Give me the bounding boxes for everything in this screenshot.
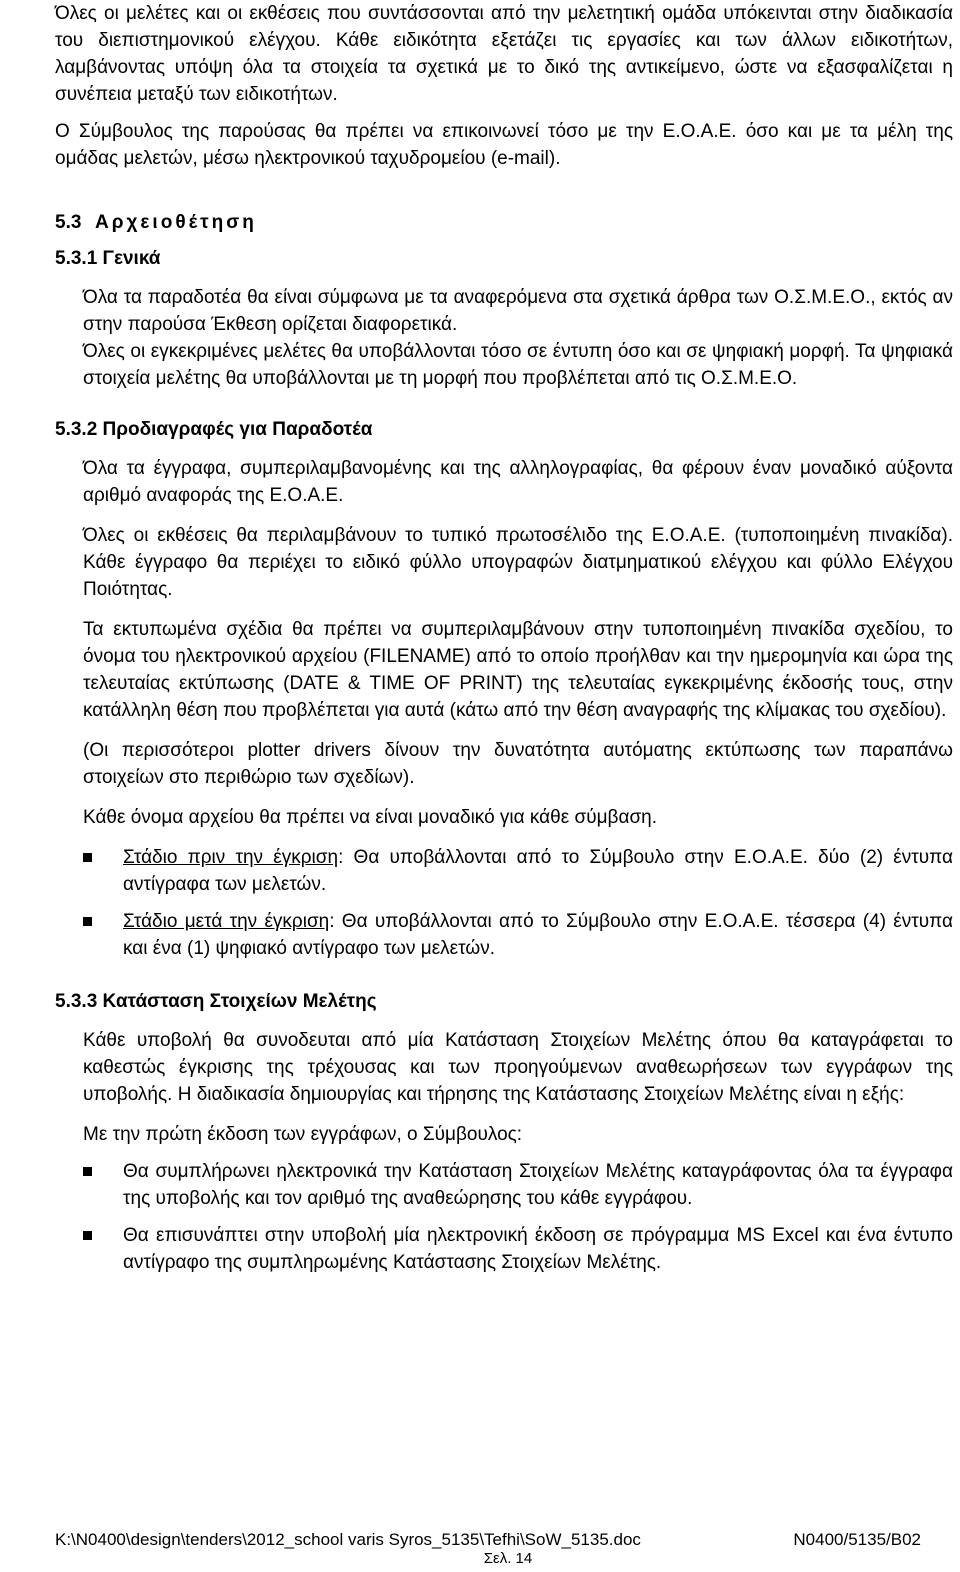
list-item-label: Στάδιο μετά την έγκριση (123, 911, 330, 932)
list-item (83, 844, 953, 898)
paragraph-533-b: Με την πρώτη έκδοση των εγγράφων, ο Σύμβουλος: (83, 1124, 523, 1145)
document-page (55, 0, 953, 1276)
list-item-label: Στάδιο πριν την έγκριση (123, 847, 339, 868)
paragraph-531-b: Όλες οι εγκεκριμένες μελέτες θα υποβάλλονται τόσο σε έντυπη όσο και σε ψηφιακή μορφή. Τα ψηφιακά στοιχεία μελέτης θα υποβάλλονται με τη μορφή που προβλέπεται από τις Ο.Σ.Μ.Ε.Ο. (83, 341, 953, 389)
paragraph-531-a: Όλα τα παραδοτέα θα είναι σύμφωνα με τα αναφερόμενα στα σχετικά άρθρα των Ο.Σ.Μ.Ε.Ο., εκτός αν στην παρούσα Έκθεση ορίζεται διαφορετικά. (83, 287, 953, 335)
heading-5-3-3 (55, 988, 953, 1015)
paragraph-advisor: Ο Σύμβουλος της παρούσας θα πρέπει να επικοινωνεί τόσο με την Ε.Ο.Α.Ε. όσο και με τα μέλη της ομάδας μελετών, μέσω ηλεκτρονικού ταχυδρομείου (e-mail). (55, 121, 953, 169)
list-item-text: Θα επισυνάπτει στην υποβολή μία ηλεκτρονική έκδοση σε πρόγραμμα MS Excel και ένα έντυπο αντίγραφο της συμπληρωμένης Κατάστασης Στοιχείων Μελέτης. (123, 1225, 953, 1273)
heading-title: Γενικά (102, 248, 161, 269)
list-item (83, 1222, 953, 1276)
paragraph-532-b: Όλες οι εκθέσεις θα περιλαμβάνουν το τυπικό πρωτοσέλιδο της Ε.Ο.Α.Ε. (τυποποιημένη πινακίδα). Κάθε έγγραφο θα περιέχει το ειδικό φύλλο υπογραφών διατμηματικού ελέγχου και φύλλο Ελέγχου Ποιότητας. (83, 525, 953, 600)
heading-title: Προδιαγραφές για Παραδοτέα (102, 419, 373, 440)
heading-number: 5.3 (55, 212, 82, 233)
footer-document-code: N0400/5135/B02 (793, 1530, 921, 1549)
bullet-list-533 (83, 1158, 953, 1276)
page-number: Σελ. 14 (483, 1550, 533, 1567)
paragraph-532-a: Όλα τα έγγραφα, συμπεριλαμβανομένης και της αλληλογραφίας, θα φέρουν έναν μοναδικό αύξοντα αριθμό αναφοράς της Ε.Ο.Α.Ε. (83, 458, 953, 506)
heading-title: Αρχειοθέτηση (95, 212, 257, 233)
square-bullet-icon (83, 853, 92, 862)
footer-file-path: K:\N0400\design\tenders\2012_school varis Syros_5135\Tefhi\SoW_5135.doc (55, 1530, 641, 1549)
bullet-list-532 (83, 844, 953, 962)
list-item-text: : Θα υποβάλλονται από το Σύμβουλο στην Ε.Ο.Α.Ε. δύο (2) έντυπα αντίγραφα των μελετών. (123, 847, 953, 895)
square-bullet-icon (83, 917, 92, 926)
paragraph-532-c: Τα εκτυπωμένα σχέδια θα πρέπει να συμπεριλαμβάνουν στην τυποποιημένη πινακίδα σχεδίου, το όνομα του ηλεκτρονικού αρχείου (FILENAME) από το οποίο προήλθαν και την ημερομηνία και ώρα της τελευταίας εκτύπωσης (DATE & TIME OF PRINT) της τελευταίας εγκεκριμένης έκδοσής τους, στην κατάλληλη θέση που προβλέπεται για αυτά (κάτω από την θέση αναγραφής της κλίμακας του σχεδίου). (83, 619, 953, 721)
heading-5-3-2 (55, 416, 953, 443)
list-item-text: Θα συμπλήρωνει ηλεκτρονικά την Κατάσταση Στοιχείων Μελέτης καταγράφοντας όλα τα έγγραφα της υποβολής και τον αριθμό της αναθεώρησης του κάθε εγγράφου. (123, 1161, 953, 1209)
heading-number: 5.3.3 (55, 991, 98, 1012)
paragraph-532-d: (Οι περισσότεροι plotter drivers δίνουν την δυνατότητα αυτόματης εκτύπωσης των παραπάνω στοιχείων στο περιθώριο των σχεδίων). (83, 740, 953, 788)
square-bullet-icon (83, 1231, 92, 1240)
paragraph-532-e: Κάθε όνομα αρχείου θα πρέπει να είναι μοναδικό για κάθε σύμβαση. (83, 807, 658, 828)
list-item (83, 908, 953, 962)
paragraph-533-a: Κάθε υποβολή θα συνοδευται από μία Κατάσταση Στοιχείων Μελέτης όπου θα καταγράφεται το καθεστώς έγκρισης της τρέχουσας και των προηγούμενων αναθεωρήσεων των εγγράφων της υποβολής. Η διαδικασία δημιουργίας και τήρησης της Κατάστασης Στοιχείων Μελέτης είναι η εξής: (83, 1030, 953, 1105)
heading-5-3 (55, 209, 953, 236)
heading-5-3-1 (55, 245, 953, 272)
list-item-text: : Θα υποβάλλονται από το Σύμβουλο στην Ε.Ο.Α.Ε. τέσσερα (4) έντυπα και ένα (1) ψηφιακό αντίγραφο των μελετών. (123, 911, 953, 959)
heading-number: 5.3.1 (55, 248, 98, 269)
square-bullet-icon (83, 1167, 92, 1176)
page-footer (55, 1530, 921, 1568)
paragraph-intro: Όλες οι μελέτες και οι εκθέσεις που συντάσσονται από την μελετητική ομάδα υπόκεινται στην διαδικασία του διεπιστημονικού ελέγχου. Κάθε ειδικότητα εξετάζει τις εργασίες και των άλλων ειδικοτήτων, λαμβάνοντας υπόψη όλα τα στοιχεία τα σχετικά με το δικό της αντικείμενο, ώστε να εξασφαλίζεται η συνέπεια μεταξύ των ειδικοτήτων. (55, 3, 953, 105)
heading-title: Κατάσταση Στοιχείων Μελέτης (102, 991, 377, 1012)
list-item (83, 1158, 953, 1212)
heading-number: 5.3.2 (55, 419, 98, 440)
